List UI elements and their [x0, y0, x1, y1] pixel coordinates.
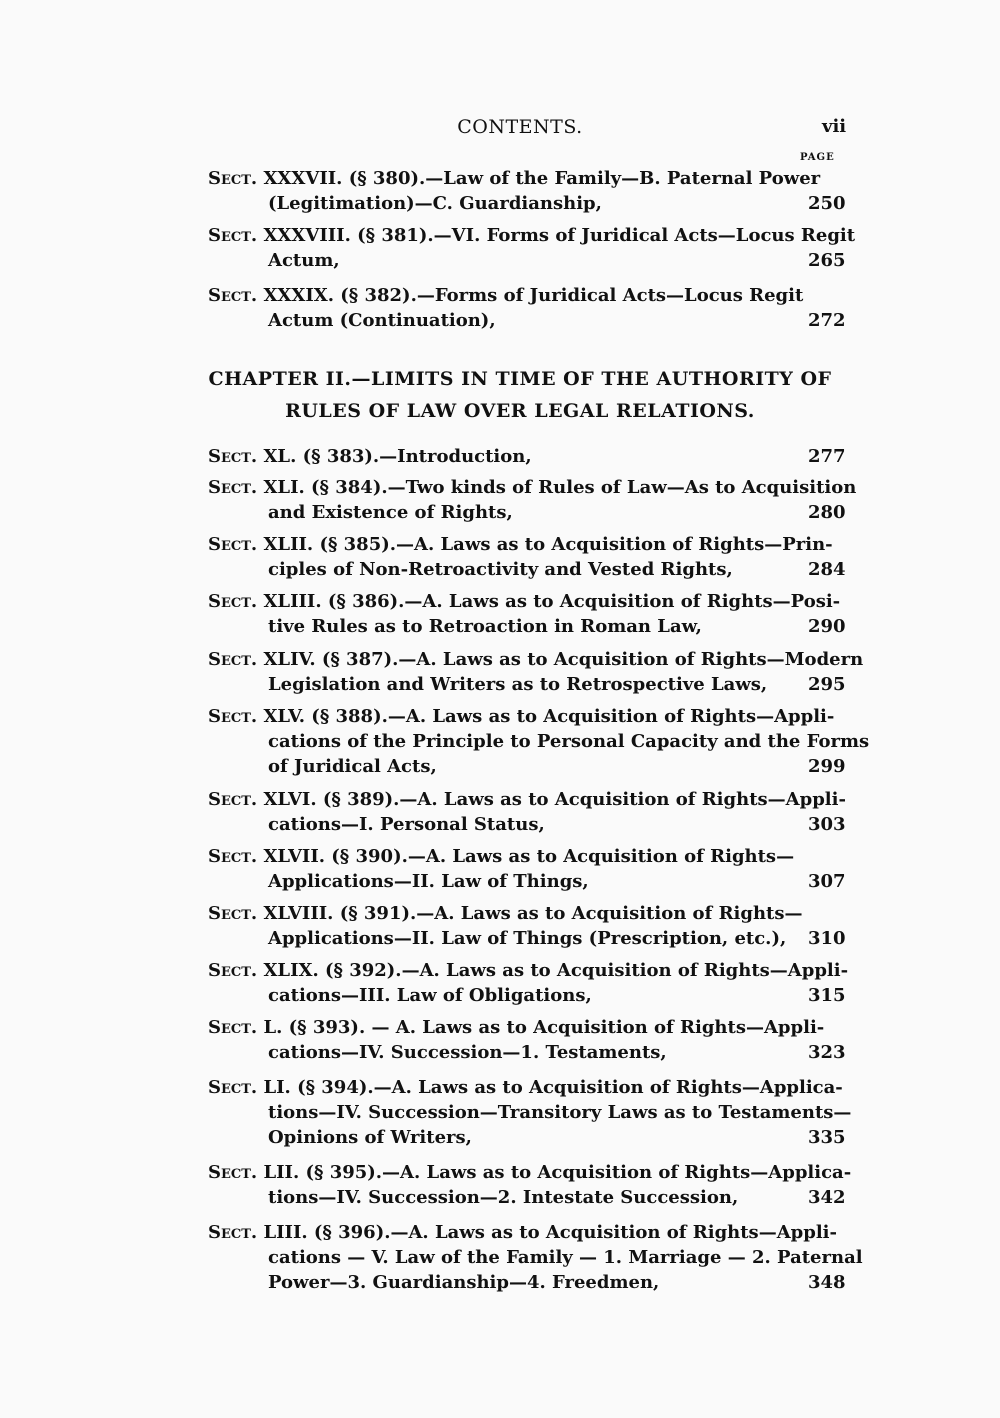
- section-label: Sect.: [208, 1222, 264, 1243]
- entry-text: XLV. (§ 388).—A. Laws as to Acquisition of Rights—Appli-: [263, 706, 835, 727]
- entry-page-number: 310: [808, 928, 846, 949]
- section-label: Sect.: [208, 960, 264, 981]
- page-header: [0, 116, 1000, 146]
- toc-entry-line: [208, 1075, 848, 1100]
- section-label: Sect.: [208, 446, 264, 467]
- entry-page-number: 295: [808, 674, 846, 695]
- toc-entry-line: [208, 754, 848, 779]
- toc-entry-line: [208, 729, 870, 754]
- toc-entry: [208, 844, 848, 894]
- entry-text: XXXVII. (§ 380).—Law of the Family—B. Paternal Power: [263, 168, 821, 189]
- toc-entry: [208, 444, 848, 469]
- section-label: Sect.: [208, 1017, 264, 1038]
- entry-text: XL. (§ 383).—Introduction,: [263, 446, 532, 467]
- toc-entry-line: [208, 1220, 848, 1245]
- toc-entry: [208, 901, 848, 951]
- toc-entry: [208, 223, 856, 273]
- entry-text: Actum (Continuation),: [268, 310, 496, 331]
- chapter-heading-line1: CHAPTER II.—LIMITS IN TIME OF THE AUTHORITY OF: [208, 368, 832, 390]
- entry-text: XLII. (§ 385).—A. Laws as to Acquisition of Rights—Prin-: [263, 534, 833, 555]
- entry-page-number: 342: [808, 1187, 846, 1208]
- entry-page-number: 323: [808, 1042, 846, 1063]
- entry-text: Actum,: [268, 250, 340, 271]
- entry-page-number: 335: [808, 1127, 846, 1148]
- section-label: Sect.: [208, 789, 264, 810]
- toc-entry-line: [208, 672, 848, 697]
- toc-entry-line: [208, 589, 848, 614]
- toc-entry: [208, 589, 848, 639]
- toc-entry: [208, 1015, 848, 1065]
- page-column-label: PAGE: [800, 152, 835, 163]
- entry-text: ciples of Non-Retroactivity and Vested Rights,: [268, 559, 733, 580]
- entry-page-number: 290: [808, 616, 846, 637]
- section-label: Sect.: [208, 846, 264, 867]
- section-label: Sect.: [208, 477, 264, 498]
- toc-entry: [208, 787, 848, 837]
- toc-entry: [208, 1220, 863, 1295]
- entry-page-number: 272: [808, 310, 846, 331]
- entry-page-number: 280: [808, 502, 846, 523]
- toc-entry-line: [208, 704, 848, 729]
- toc-entry-line: [208, 308, 848, 333]
- toc-entry-line: [208, 475, 857, 500]
- toc-entry-line: [208, 869, 848, 894]
- entry-text: XLVII. (§ 390).—A. Laws as to Acquisition of Rights—: [263, 846, 795, 867]
- section-label: Sect.: [208, 1077, 264, 1098]
- entry-page-number: 250: [808, 193, 846, 214]
- entry-text: XXXVIII. (§ 381).—VI. Forms of Juridical Acts—Locus Regit: [263, 225, 856, 246]
- toc-entry-line: [208, 532, 848, 557]
- entry-text: cations—I. Personal Status,: [268, 814, 545, 835]
- contents-title: CONTENTS.: [457, 116, 583, 138]
- toc-entry-line: [208, 557, 848, 582]
- entry-text: (Legitimation)—C. Guardianship,: [268, 193, 602, 214]
- entry-text: Power—3. Guardianship—4. Freedmen,: [268, 1272, 660, 1293]
- toc-entry-line: [208, 983, 848, 1008]
- toc-entry-line: [208, 614, 848, 639]
- entry-page-number: 284: [808, 559, 846, 580]
- entry-text: Opinions of Writers,: [268, 1127, 472, 1148]
- toc-entry-line: [208, 1015, 848, 1040]
- toc-entry-line: [208, 958, 848, 983]
- entry-text: Legislation and Writers as to Retrospective Laws,: [268, 674, 768, 695]
- toc-entry: [208, 166, 848, 216]
- entry-text: tive Rules as to Retroaction in Roman Law,: [268, 616, 702, 637]
- section-label: Sect.: [208, 168, 264, 189]
- toc-entry: [208, 283, 848, 333]
- entry-text: LIII. (§ 396).—A. Laws as to Acquisition of Rights—Appli-: [263, 1222, 837, 1243]
- toc-entry: [208, 958, 848, 1008]
- chapter-heading-line2: RULES OF LAW OVER LEGAL RELATIONS.: [285, 400, 755, 422]
- toc-entry-line: [208, 1160, 852, 1185]
- entry-page-number: 307: [808, 871, 846, 892]
- toc-entry-line: [208, 844, 848, 869]
- entry-text: cations—III. Law of Obligations,: [268, 985, 592, 1006]
- entry-text: cations — V. Law of the Family — 1. Marriage — 2. Paternal: [268, 1247, 863, 1268]
- entry-text: Applications—II. Law of Things,: [268, 871, 589, 892]
- toc-entry-line: [208, 1040, 848, 1065]
- toc-entry-line: [208, 1185, 848, 1210]
- section-label: Sect.: [208, 903, 264, 924]
- section-label: Sect.: [208, 1162, 264, 1183]
- section-label: Sect.: [208, 225, 264, 246]
- entry-text: XLIX. (§ 392).—A. Laws as to Acquisition of Rights—Appli-: [263, 960, 849, 981]
- toc-entry-line: [208, 901, 848, 926]
- entry-text: cations—IV. Succession—1. Testaments,: [268, 1042, 667, 1063]
- toc-entry-line: [208, 191, 848, 216]
- toc-entry-line: [208, 1100, 852, 1125]
- entry-page-number: 265: [808, 250, 846, 271]
- toc-entry: [208, 1160, 852, 1210]
- entry-text: tions—IV. Succession—2. Intestate Succession,: [268, 1187, 739, 1208]
- entry-text: XLVI. (§ 389).—A. Laws as to Acquisition of Rights—Appli-: [263, 789, 846, 810]
- entry-text: tions—IV. Succession—Transitory Laws as to Testaments—: [268, 1102, 852, 1123]
- toc-entry-line: [208, 1245, 863, 1270]
- toc-entry-line: [208, 500, 848, 525]
- toc-entry-line: [208, 926, 848, 951]
- entry-page-number: 348: [808, 1272, 846, 1293]
- toc-entry: [208, 704, 870, 779]
- entry-page-number: 315: [808, 985, 846, 1006]
- toc-entry-line: [208, 248, 848, 273]
- toc-entry-line: [208, 283, 848, 308]
- entry-text: XLVIII. (§ 391).—A. Laws as to Acquisition of Rights—: [263, 903, 803, 924]
- toc-entry-line: [208, 166, 848, 191]
- toc-entry-line: [208, 223, 856, 248]
- section-label: Sect.: [208, 591, 264, 612]
- entry-text: LI. (§ 394).—A. Laws as to Acquisition of Rights—Applica-: [263, 1077, 843, 1098]
- section-label: Sect.: [208, 706, 264, 727]
- toc-entry: [208, 1075, 852, 1150]
- toc-entry: [208, 532, 848, 582]
- section-label: Sect.: [208, 285, 264, 306]
- entry-text: of Juridical Acts,: [268, 756, 437, 777]
- entry-text: Applications—II. Law of Things (Prescription, etc.),: [268, 928, 787, 949]
- entry-text: L. (§ 393). — A. Laws as to Acquisition of Rights—Appli-: [263, 1017, 825, 1038]
- entry-page-number: 277: [808, 446, 846, 467]
- entry-text: XXXIX. (§ 382).—Forms of Juridical Acts—Locus Regit: [263, 285, 804, 306]
- toc-entry-line: [208, 1125, 848, 1150]
- toc-entry-line: [208, 1270, 848, 1295]
- toc-entry: [208, 475, 857, 525]
- section-label: Sect.: [208, 649, 264, 670]
- entry-page-number: 299: [808, 756, 846, 777]
- toc-entry-line: [208, 787, 848, 812]
- toc-entry: [208, 647, 864, 697]
- toc-entry-line: [208, 647, 864, 672]
- page-number: vii: [822, 116, 847, 137]
- entry-text: XLIV. (§ 387).—A. Laws as to Acquisition of Rights—Modern: [263, 649, 864, 670]
- entry-text: XLI. (§ 384).—Two kinds of Rules of Law—As to Acquisition: [263, 477, 857, 498]
- section-label: Sect.: [208, 534, 264, 555]
- entry-text: cations of the Principle to Personal Capacity and the Forms: [268, 731, 870, 752]
- entry-page-number: 303: [808, 814, 846, 835]
- toc-entry-line: [208, 812, 848, 837]
- entry-text: LII. (§ 395).—A. Laws as to Acquisition of Rights—Applica-: [263, 1162, 852, 1183]
- toc-entry-line: [208, 444, 848, 469]
- entry-text: XLIII. (§ 386).—A. Laws as to Acquisition of Rights—Posi-: [263, 591, 841, 612]
- entry-text: and Existence of Rights,: [268, 502, 513, 523]
